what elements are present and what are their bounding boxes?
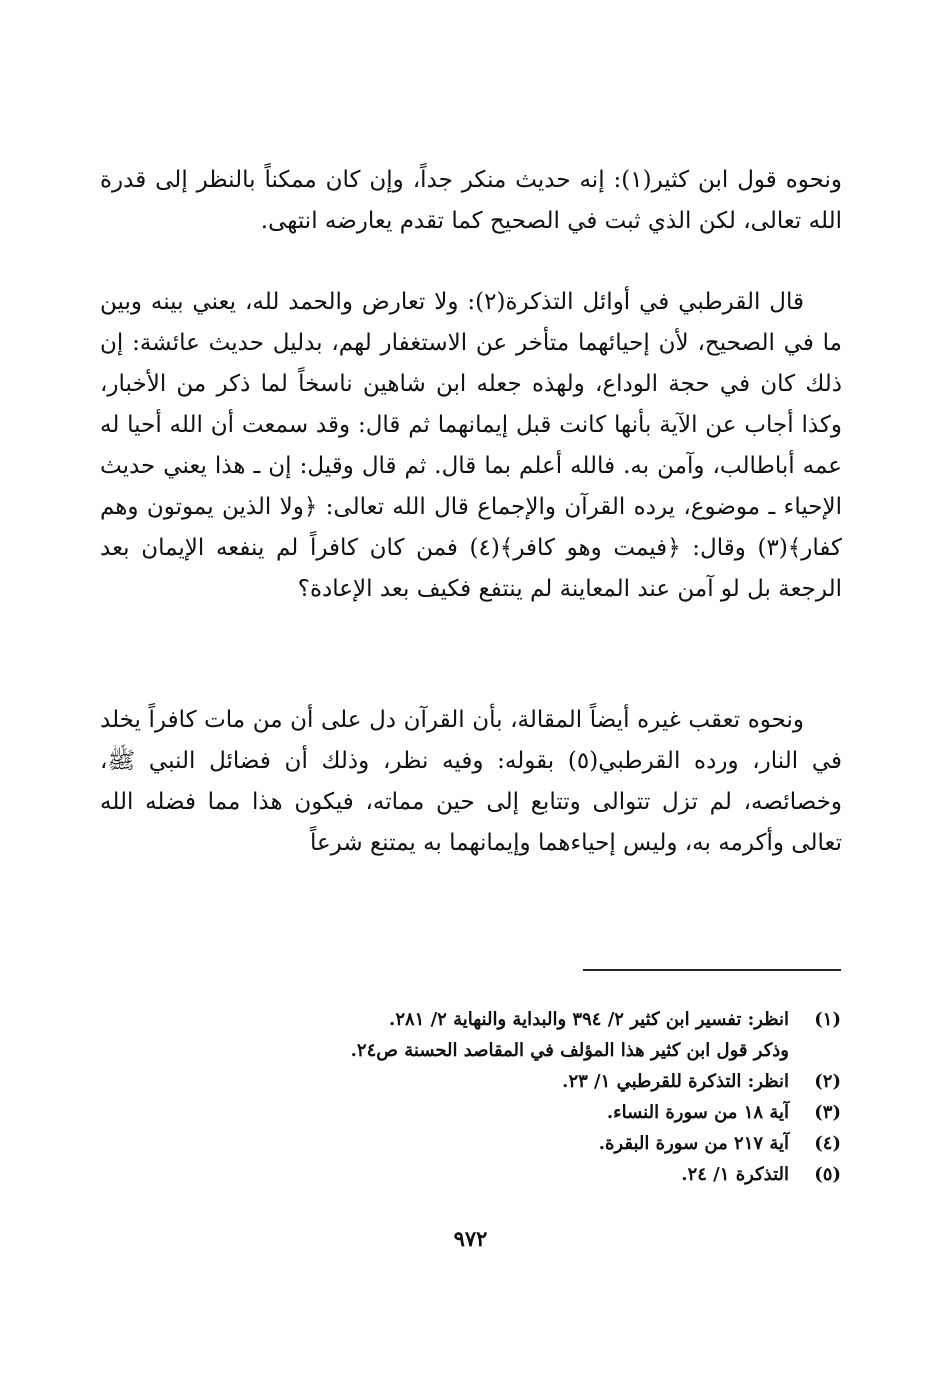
footnote-number: (٢) — [814, 1071, 841, 1092]
footnotes-list — [281, 1004, 841, 1190]
footnote-number: (٣) — [814, 1102, 841, 1123]
footnote-number: (٥) — [814, 1164, 841, 1185]
footnote-text: التذكرة ١/ ٢٤. — [681, 1164, 789, 1185]
footnote-3 — [281, 1097, 841, 1128]
footnote-text: آية ١٨ من سورة النساء. — [606, 1102, 789, 1123]
footnote-text: انظر: التذكرة للقرطبي ١/ ٢٣. — [562, 1071, 789, 1092]
footnote-1 — [281, 1004, 841, 1066]
footnote-divider — [583, 969, 841, 971]
footnote-text: انظر: تفسير ابن كثير ٢/ ٣٩٤ والبداية والنهاية ٢/ ٢٨١. — [389, 1009, 789, 1030]
footnote-number: (١) — [814, 1009, 841, 1030]
footnote-2 — [281, 1066, 841, 1097]
footnote-text: آية ٢١٧ من سورة البقرة. — [598, 1133, 789, 1154]
footnote-4 — [281, 1128, 841, 1159]
body-paragraph-1: ونحوه قول ابن كثير(١): إنه حديث منكر جداً، وإن كان ممكناً بالنظر إلى قدرة الله تعالى، لكن الذي ثبت في الصحيح كما تقدم يعارضه انتهى. — [100, 167, 843, 234]
footnote-continuation: وذكر قول ابن كثير هذا المؤلف في المقاصد الحسنة ص٢٤. — [350, 1040, 789, 1061]
page-number: ٩٧٢ — [453, 1226, 488, 1251]
footnote-5 — [281, 1159, 841, 1190]
body-paragraph-2: قال القرطبي في أوائل التذكرة(٢): ولا تعارض والحمد لله، يعني بينه وبين ما في الصحيح، لأن إحيائهما متأخر عن الاستغفار لهم، بدليل حديث عائشة: إن ذلك كان في حجة الوداع، ولهذه جعله ابن شاهين ناسخاً لما ذكر من الأخبار، وكذا أجاب عن الآية بأنها كانت قبل إيمانهما ثم قال: وقد سمعت أن الله أحيا له عمه أباطالب، وآمن به. فالله أعلم بما قال. ثم قال وقيل: إن ـ هذا يعني حديث الإحياء ـ موضوع، يرده القرآن والإجماع قال الله تعالى: ﴿ولا الذين يموتون وهم كفار﴾(٣) وقال: ﴿فيمت وهو كافر﴾(٤) فمن كان كافراً لم ينفعه الإيمان بعد الرجعة بل لو آمن عند المعاينة لم ينتفع فكيف بعد الإعادة؟ — [100, 289, 842, 602]
body-paragraph-3: ونحوه تعقب غيره أيضاً المقالة، بأن القرآن دل على أن من مات كافراً يخلد في النار، ورده القرطبي(٥) بقوله: وفيه نظر، وذلك أن فضائل النبي ﷺ، وخصائصه، لم تزل تتوالى وتتابع إلى حين مماته، فيكون هذا مما فضله الله تعالى وأكرمه به، وليس إحياءهما وإيمانهما به يمتنع شرعاً — [100, 707, 843, 856]
footnote-number: (٤) — [814, 1133, 841, 1154]
